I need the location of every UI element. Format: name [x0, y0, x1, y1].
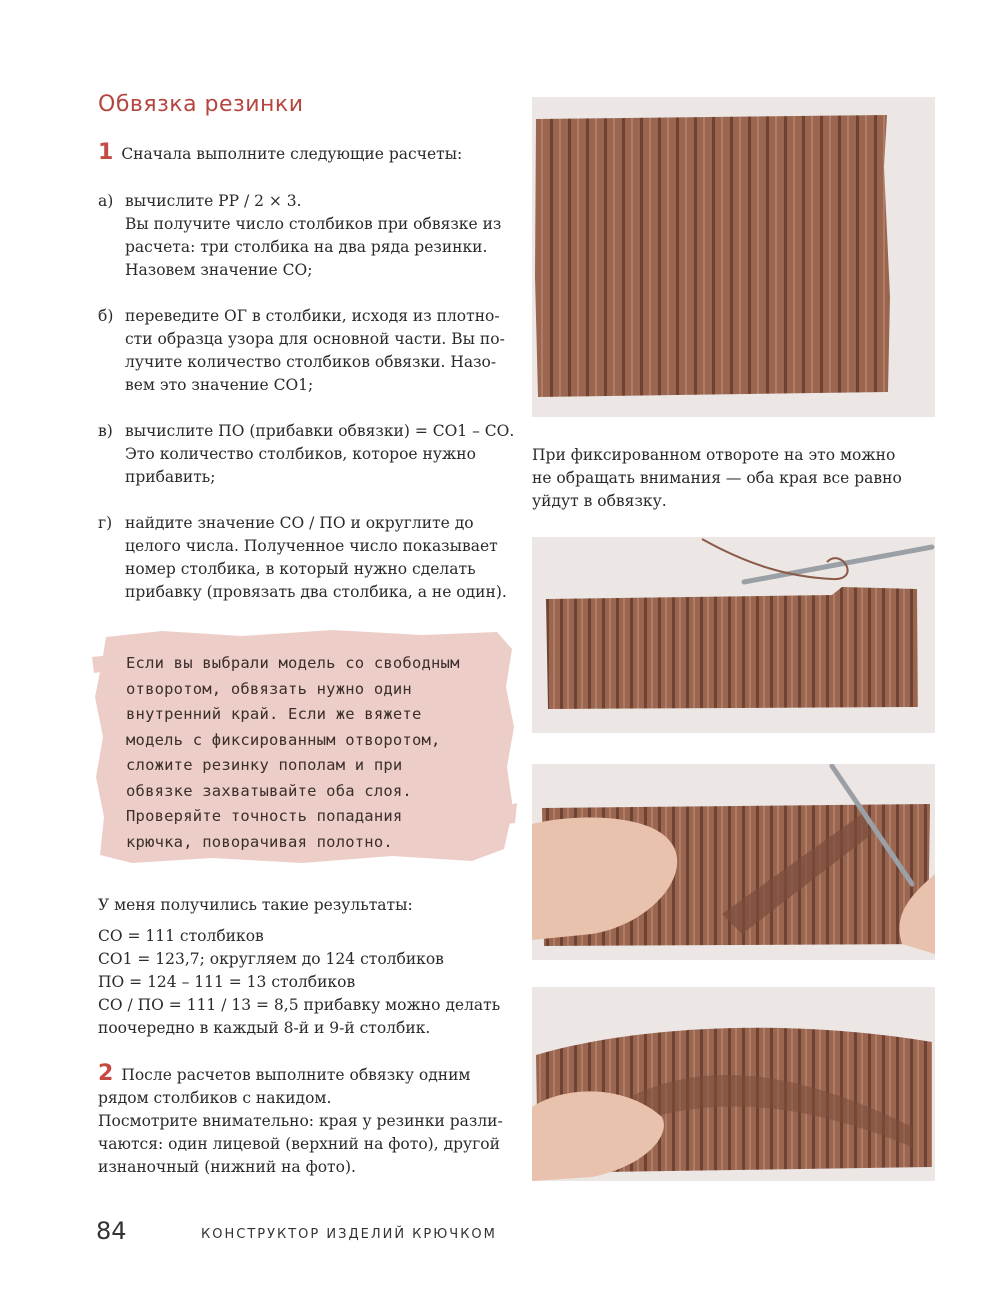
list-line: номер столбика, в который нужно сделать: [125, 560, 476, 578]
edging-start-illustration: [532, 537, 935, 733]
step-1-intro: Сначала выполните следующие расчеты:: [121, 145, 463, 163]
list-line: сти образца узора для основной части. Вы по-: [125, 330, 505, 348]
step-2-line: изнаночный (нижний на фото).: [98, 1158, 356, 1176]
step-2-number: 2: [98, 1061, 114, 1086]
step-2-line: Посмотрите внимательно: края у резинки разли-: [98, 1112, 503, 1130]
list-item-d: [98, 512, 518, 604]
list-line: вычислите ПО (прибавки обвязки) = СО1 – СО.: [125, 422, 515, 440]
results-line: СО1 = 123,7; округляем до 124 столбиков: [98, 950, 444, 968]
list-line: прибавить;: [125, 468, 216, 486]
list-marker: б): [98, 307, 114, 325]
list-line: расчета: три столбика на два ряда резинки.: [125, 238, 488, 256]
list-marker: в): [98, 422, 113, 440]
list-line: вем это значение СО1;: [125, 376, 314, 394]
note-line: модель с фиксированным отворотом,: [126, 730, 441, 749]
list-line: прибавку (провязать два столбика, а не один).: [125, 583, 507, 601]
list-line: вычислите РР / 2 × 3.: [125, 192, 302, 210]
section-heading: Обвязка резинки: [98, 92, 304, 117]
step-1-number: 1: [98, 140, 114, 165]
list-item-b: [98, 305, 518, 397]
step-1: [98, 141, 518, 166]
note-box: [92, 627, 517, 867]
running-head: КОНСТРУКТОР ИЗДЕЛИЙ КРЮЧКОМ: [201, 1227, 497, 1242]
results-intro: У меня получились такие результаты:: [98, 896, 413, 914]
photo-ribbed-band: [532, 97, 935, 417]
caption-line: уйдут в обвязку.: [532, 492, 667, 510]
two-edges-illustration: [532, 987, 935, 1181]
step-1-intro-line: [98, 141, 518, 166]
note-text: [126, 651, 496, 855]
results-line: ПО = 124 – 111 = 13 столбиков: [98, 973, 356, 991]
list-line: Вы получите число столбиков при обвязке из: [125, 215, 502, 233]
note-line: отворотом, обвязать нужно один: [126, 679, 412, 698]
note-line: Проверяйте точность попадания: [126, 807, 403, 825]
list-line: найдите значение СО / ПО и округлите до: [125, 514, 474, 532]
list-line: лучите количество столбиков обвязки. Назо-: [125, 353, 497, 371]
note-line: обвязке захватывайте оба слоя.: [126, 781, 412, 800]
list-marker: а): [98, 192, 114, 210]
folding-band-illustration: [532, 764, 935, 960]
step-2-line: чаются: один лицевой (верхний на фото), другой: [98, 1135, 500, 1153]
photo-folding-band: [532, 764, 935, 960]
results-block: [98, 894, 518, 1040]
results-line: поочередно в каждый 8-й и 9-й столбик.: [98, 1019, 431, 1037]
step-2-line: рядом столбиков с накидом.: [98, 1089, 332, 1107]
page-number: 84: [96, 1217, 127, 1245]
caption-line: При фиксированном отвороте на это можно: [532, 446, 896, 464]
caption-line: не обращать внимания — оба края все равно: [532, 469, 902, 487]
results-line: СО = 111 столбиков: [98, 927, 264, 945]
results-line: СО / ПО = 111 / 13 = 8,5 прибавку можно делать: [98, 996, 501, 1014]
note-line: крючка, поворачивая полотно.: [126, 832, 393, 851]
list-item-a: [98, 190, 518, 282]
note-line: сложите резинку пополам и при: [126, 756, 403, 774]
list-line: переведите ОГ в столбики, исходя из плотно-: [125, 307, 500, 325]
list-line: Назовем значение СО;: [125, 261, 313, 279]
list-line: целого числа. Полученное число показывает: [125, 537, 498, 555]
note-line: внутренний край. Если же вяжете: [126, 705, 422, 723]
list-marker: г): [98, 514, 113, 532]
step-2: [98, 1062, 518, 1179]
ribbed-band-illustration: [532, 97, 935, 417]
photo-caption: [532, 444, 932, 513]
photo-two-edges: [532, 987, 935, 1181]
list-item-c: [98, 420, 518, 489]
note-line: Если вы выбрали модель со свободным: [126, 654, 460, 672]
list-line: Это количество столбиков, которое нужно: [125, 445, 476, 463]
step-2-line: После расчетов выполните обвязку одним: [121, 1066, 471, 1084]
photo-edging-start: [532, 537, 935, 733]
